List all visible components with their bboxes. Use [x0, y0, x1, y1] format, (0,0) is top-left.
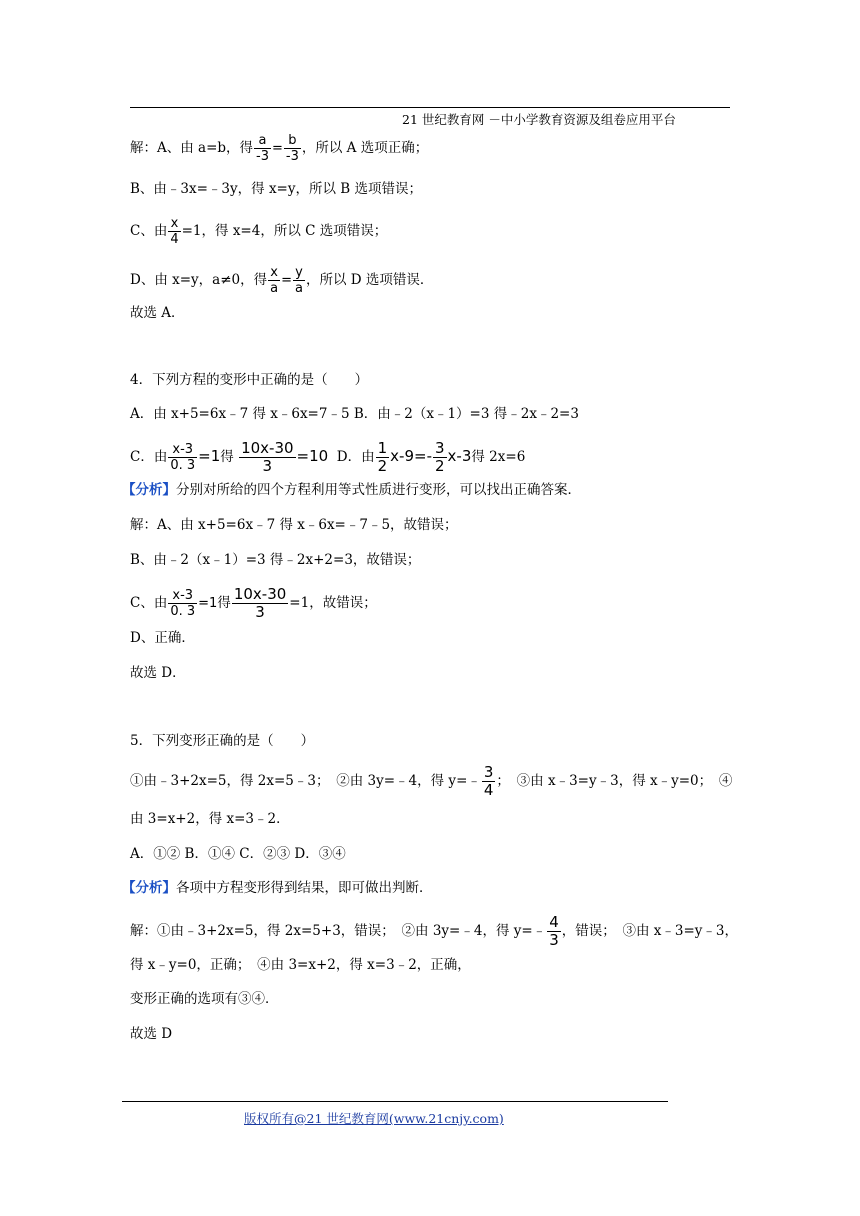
fraction: $\frac{3}{4}$ — [483, 763, 494, 799]
fraction: $\frac{10x-30}{3}$ — [241, 439, 294, 475]
q4-title: 4．下列方程的变形中正确的是（ ） — [130, 372, 369, 388]
fraction: $\frac{1}{2}$ — [377, 439, 388, 475]
sol3-choose: 故选 A． — [130, 305, 185, 321]
header-rule — [130, 107, 730, 108]
sol3-line-c: C、由 $\frac{x}{4}$ =1，得 x=4，所以 C 选项错误； — [130, 216, 388, 247]
fraction: $\frac{4}{3}$ — [549, 913, 559, 949]
q4-sol-a: 解：A、由 x+5=6x﹣7 得 x﹣6x=﹣7﹣5，故错误； — [130, 517, 458, 533]
q4-sol-c: C、由 $\frac{x-3}{0. 3}$ =1得 $\frac{10x-30}{3}$ =1，故错误； — [130, 585, 377, 621]
q5-items: ①由﹣3+2x=5，得 2x=5﹣3； ②由 3y=﹣4，得 y=﹣ $\frac{3}{4}$ ； ③由 x﹣3=y﹣3，得 x﹣y=0； ④ — [130, 763, 733, 799]
fraction: $\frac{x-3}{0. 3}$ — [170, 442, 196, 473]
fraction: $\frac{b}{-3}$ — [285, 133, 299, 164]
fraction: $\frac{10x-30}{3}$ — [233, 585, 287, 621]
q5-title: 5．下列变形正确的是（ ） — [130, 733, 315, 749]
q5-options: A．①② B．①④ C．②③ D．③④ — [130, 846, 346, 862]
q4-sol-d: D、正确． — [130, 630, 195, 646]
q5-sol-line3: 变形正确的选项有③④． — [130, 991, 279, 1007]
sol3-line-d: D、由 x=y，a≠0，得 $\frac{x}{a}$ = $\frac{y}{a}$ ，所以 D 选项错误． — [130, 265, 434, 296]
sol3-line-a: 解：A、由 a=b，得 $\frac{a}{-3}$ = $\frac{b}{-3}$ ，所以 A 选项正确； — [130, 133, 429, 164]
analysis-tag: 【分析】 — [122, 482, 176, 498]
footer-copyright-link[interactable]: 版权所有@21 世纪教育网(www.21cnjy.com) — [244, 1111, 504, 1126]
q4-choose: 故选 D． — [130, 665, 186, 681]
q4-options-ab: A．由 x+5=6x﹣7 得 x﹣6x=7﹣5 B．由﹣2（x﹣1）=3 得﹣2x﹣2=3 — [130, 406, 579, 422]
header-text: 21 世纪教育网 －中小学教育资源及组卷应用平台 — [402, 112, 676, 127]
q4-sol-b: B、由﹣2（x﹣1）=3 得﹣2x+2=3，故错误； — [130, 552, 421, 568]
q5-items-line2: 由 3=x+2，得 x=3﹣2． — [130, 811, 290, 827]
q5-sol-line2: 得 x﹣y=0，正确； ④由 3=x+2，得 x=3﹣2，正确， — [130, 957, 471, 973]
fraction: $\frac{x}{a}$ — [270, 265, 279, 296]
q5-sol-line1: 解：①由﹣3+2x=5，得 2x=5+3，错误； ②由 3y=﹣4，得 y=﹣ $\frac{4}{3}$ ，错误； ③由 x﹣3=y﹣3， — [130, 913, 739, 949]
fraction: $\frac{y}{a}$ — [295, 265, 303, 296]
fraction: $\frac{3}{2}$ — [435, 439, 445, 475]
q4-options-cd: C．由 $\frac{x-3}{0. 3}$ =1得 $\frac{10x-30}{3}$ =10 D．由 $\frac{1}{2}$ x-9=- $\frac{3}{2}$ x-3得 2x=6 — [130, 439, 526, 475]
sol3-line-b: B、由﹣3x=﹣3y，得 x=y，所以 B 选项错误； — [130, 181, 422, 197]
q5-analysis: 【分析】各项中方程变形得到结果，即可做出判断． — [122, 880, 433, 896]
fraction: $\frac{x-3}{0. 3}$ — [170, 588, 196, 619]
q5-choose: 故选 D — [130, 1026, 173, 1042]
q4-analysis: 【分析】分别对所给的四个方程利用等式性质进行变形，可以找出正确答案． — [122, 482, 581, 498]
fraction: $\frac{a}{-3}$ — [256, 133, 270, 164]
analysis-tag: 【分析】 — [122, 880, 176, 896]
fraction: $\frac{x}{4}$ — [170, 216, 179, 247]
footer-rule — [122, 1101, 668, 1102]
